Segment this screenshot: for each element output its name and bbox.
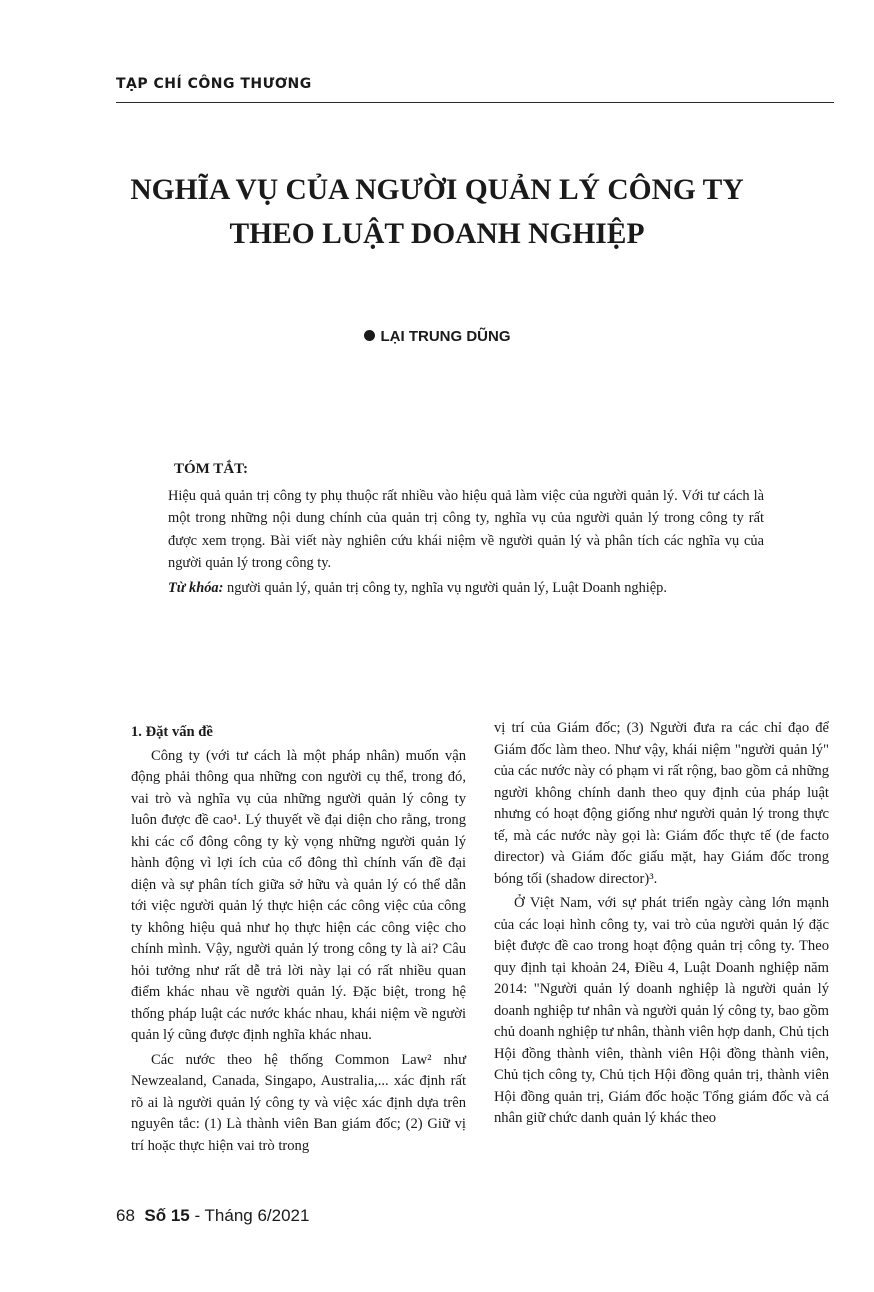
title-line-2: THEO LUẬT DOANH NGHIỆP bbox=[229, 218, 645, 250]
journal-header: TẠP CHÍ CÔNG THƯƠNG bbox=[116, 76, 312, 92]
section-heading: 1. Đặt vấn đề bbox=[131, 724, 213, 740]
article-title bbox=[80, 168, 794, 256]
author-byline bbox=[0, 328, 874, 345]
abstract-block bbox=[168, 458, 764, 600]
abstract-text: Hiệu quả quản trị công ty phụ thuộc rất nhiều vào hiệu quả làm việc của người quản lý. Với tư cách là một trong những nội dung chính của quản trị công ty, nghĩa vụ của người quản lý trong công ty rất được xem trọng. Bài viết này nghiên cứu khái niệm về người quản lý và phân tích các nghĩa vụ của người quản lý trong công ty. bbox=[168, 487, 764, 572]
left-column bbox=[131, 722, 466, 1160]
right-paragraph-1: vị trí của Giám đốc; (3) Người đưa ra các chỉ đạo để Giám đốc làm theo. Như vậy, khái niệm "người quản lý" của các nước này có phạm vi rất rộng, bao gồm cả những người không chính danh theo quy định của pháp luật nhưng có hoạt động giống như người quản lý trong thực tế, mà các nước này gọi là: Giám đốc thực tế (de facto director) và Giám đốc giấu mặt, hay Giám đốc trong bóng tối (shadow director)³. bbox=[494, 720, 829, 887]
header-rule bbox=[116, 102, 834, 103]
author-name: LẠI TRUNG DŨNG bbox=[380, 328, 511, 345]
keywords-text: người quản lý, quản trị công ty, nghĩa vụ người quản lý, Luật Doanh nghiệp. bbox=[227, 579, 667, 596]
keywords-label: Từ khóa: bbox=[168, 579, 224, 596]
abstract-label: TÓM TẮT: bbox=[174, 461, 249, 477]
page-number: 68 bbox=[116, 1206, 135, 1225]
left-paragraph-1: Công ty (với tư cách là một pháp nhân) muốn vận động phải thông qua những con người cụ thể, trong đó, vai trò và nghĩa vụ của những người quản lý công ty luôn được đề cao¹. Lý thuyết về đại diện cho rằng, trong khi các cổ đông công ty kỳ vọng những người quản lý hành động vì lợi ích của cổ đông thì chính vấn đề đại diện và sự phân tích giữa sở hữu và quản lý có thể dẫn tới việc người quản lý thực hiện các công việc của công ty không hiệu quả như họ thực hiện các công việc cho chính mình. Vậy, người quản lý trong công ty là ai? Câu hỏi tưởng như rất dễ trả lời này lại có rất nhiều quan điểm khác nhau về người quản lý. Đặc biệt, trong hệ thống pháp luật các nước khác nhau, khái niệm về người quản lý cũng được định nghĩa khác nhau. bbox=[131, 747, 466, 1043]
title-line-1: NGHĨA VỤ CỦA NGƯỜI QUẢN LÝ CÔNG TY bbox=[130, 174, 744, 206]
issue-date: - Tháng 6/2021 bbox=[189, 1206, 310, 1225]
right-paragraph-2: Ở Việt Nam, với sự phát triển ngày càng lớn mạnh của các loại hình công ty, vai trò của người quản lý đặc biệt được đề cao trong hoạt động quản trị công ty. Theo quy định tại khoản 24, Điều 4, Luật Doanh nghiệp năm 2014: "Người quản lý doanh nghiệp là người quản lý doanh nghiệp tư nhân và người quản lý công ty, bao gồm chủ doanh nghiệp tư nhân, thành viên hợp danh, Chủ tịch Hội đồng thành viên, thành viên Hội đồng thành viên, Chủ tịch công ty, Chủ tịch Hội đồng quản trị, thành viên Hội đồng quản trị, Giám đốc hoặc Tổng giám đốc và cá nhân giữ chức danh quản lý khác theo bbox=[494, 895, 830, 1126]
left-paragraph-2: Các nước theo hệ thống Common Law² như Newzealand, Canada, Singapo, Australia,... xác định rất rõ ai là người quản lý công ty và việc xác định dựa trên nguyên tắc: (1) Là thành viên Ban giám đốc; (2) Giữ vị trí hoặc thực hiện vai trò trong bbox=[131, 1051, 466, 1154]
keywords-line bbox=[168, 577, 764, 600]
right-column bbox=[494, 718, 829, 1133]
bullet-icon bbox=[364, 330, 375, 341]
page-footer bbox=[116, 1206, 309, 1226]
issue-label: Số 15 bbox=[144, 1206, 190, 1225]
